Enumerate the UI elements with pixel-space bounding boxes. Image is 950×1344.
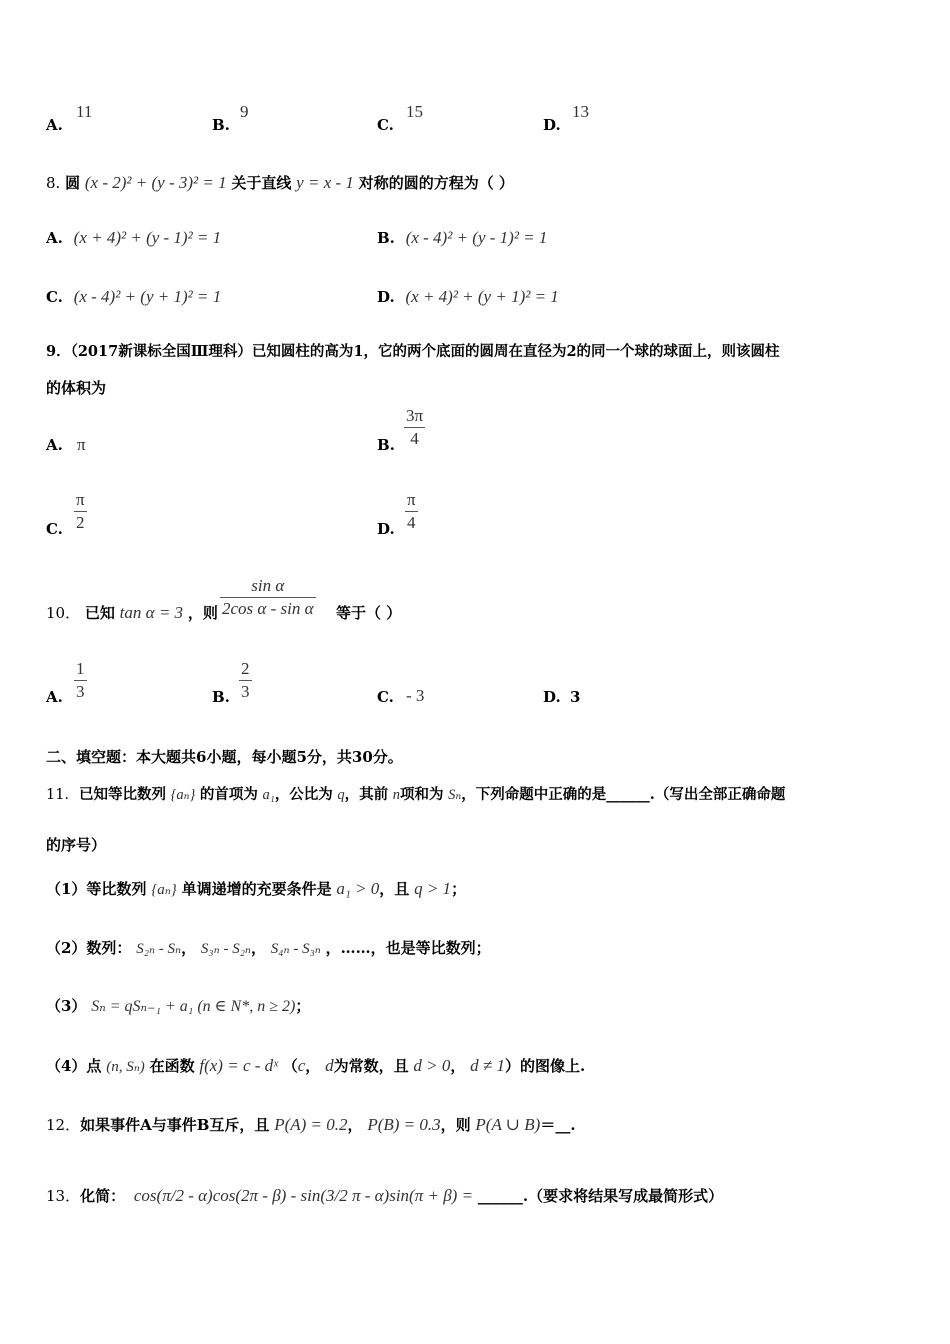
q11-proposition-4 bbox=[46, 1055, 585, 1076]
q8-option-d-value: (x + 4)² + (y + 1)² = 1 bbox=[405, 287, 559, 306]
q10-option-b-numerator: 2 bbox=[241, 659, 250, 678]
q10-option-a-numerator: 1 bbox=[76, 659, 85, 678]
q12-text-1: 如果事件A与事件B互斥，且 bbox=[80, 1116, 270, 1134]
question-13 bbox=[46, 1185, 723, 1206]
q11-text-5: 项和为 bbox=[400, 786, 444, 803]
q9-option-c-fraction bbox=[74, 490, 87, 533]
q11-p2-expr-3: S₄ₙ - S₃ₙ bbox=[270, 941, 321, 957]
q11-sequence: {aₙ} bbox=[170, 787, 196, 803]
q10-option-a-label: A. bbox=[46, 688, 63, 706]
q11-p1-text-2: 单调递增的充要条件是 bbox=[181, 880, 332, 898]
q9-option-a-value: π bbox=[77, 435, 86, 454]
q10-fraction bbox=[220, 576, 316, 619]
q7-option-d-value: 13 bbox=[572, 102, 589, 121]
q9-option-d-denominator: 4 bbox=[405, 511, 418, 533]
q9-option-d-fraction bbox=[405, 490, 418, 533]
question-12 bbox=[46, 1114, 576, 1135]
q8-option-c bbox=[46, 287, 221, 307]
q11-p1-text-3: ，且 bbox=[379, 880, 410, 898]
q11-text-4: ，其前 bbox=[344, 786, 389, 803]
q8-option-b-value: (x - 4)² + (y - 1)² = 1 bbox=[405, 228, 548, 247]
q10-option-d-label: D. bbox=[543, 688, 561, 706]
q8-option-b bbox=[377, 228, 547, 248]
q9-option-c-numerator: π bbox=[76, 490, 85, 509]
q11-p1-condition-1: a₁ > 0 bbox=[336, 879, 380, 898]
q10-stem-left bbox=[46, 602, 218, 623]
q10-text-3: 等于（ ） bbox=[336, 604, 402, 622]
q10-option-b-label: B. bbox=[212, 688, 230, 706]
q10-text-1: 已知 bbox=[84, 604, 115, 622]
q12-prob-b: P(B) = 0.3 bbox=[367, 1115, 441, 1134]
q12-text-2: ， bbox=[347, 1116, 363, 1134]
q11-p4-c: c bbox=[297, 1056, 306, 1075]
q11-p4-point: (n, Sₙ) bbox=[106, 1059, 145, 1075]
q11-p2-expr-2: S₃ₙ - S₂ₙ bbox=[200, 941, 251, 957]
q8-circle-equation: (x - 2)² + (y - 3)² = 1 bbox=[84, 173, 227, 192]
q13-number: 13． bbox=[46, 1187, 81, 1205]
q11-p2-text-1: （2）数列： bbox=[46, 939, 132, 957]
q11-sum: Sₙ bbox=[448, 787, 462, 803]
q11-stem-line-2: 的序号） bbox=[46, 836, 107, 854]
q11-p1-condition-2: q > 1 bbox=[414, 879, 452, 898]
q11-n: n bbox=[392, 787, 401, 803]
q9-option-b-label: B. bbox=[377, 436, 395, 454]
q9-option-d-numerator: π bbox=[407, 490, 416, 509]
q11-p4-text-7: ）的图像上. bbox=[505, 1057, 586, 1075]
q10-number: 10． bbox=[46, 604, 81, 622]
q11-proposition-2: （2）数列： S₂ₙ - Sₙ， S₃ₙ - S₂ₙ， S₄ₙ - S₃ₙ ，……，也是等比数列； bbox=[46, 939, 491, 957]
q11-number: 11． bbox=[46, 787, 79, 803]
q12-prob-union: P(A ∪ B) bbox=[475, 1115, 541, 1134]
q9-option-b-fraction bbox=[404, 406, 425, 449]
q12-prob-a: P(A) = 0.2 bbox=[274, 1115, 348, 1134]
q11-p3-text-2: ； bbox=[295, 997, 311, 1015]
q10-text-2: ，则 bbox=[187, 604, 218, 622]
q8-option-c-value: (x - 4)² + (y + 1)² = 1 bbox=[73, 287, 222, 306]
q10-option-d-value: 3 bbox=[570, 688, 581, 706]
q7-option-c-label: C. bbox=[377, 116, 394, 134]
q11-first-term: a₁ bbox=[262, 787, 275, 803]
q11-p4-text-5: 为常数，且 bbox=[333, 1057, 409, 1075]
q10-option-c-value: - 3 bbox=[406, 686, 425, 705]
q12-text-3: ，则 bbox=[440, 1116, 471, 1134]
q11-p3-expression: Sₙ = qSₙ₋₁ + a₁ (n ∈ N*, n ≥ 2) bbox=[91, 998, 296, 1015]
q11-p2-expr-1: S₂ₙ - Sₙ bbox=[136, 941, 182, 957]
q7-option-c-value: 15 bbox=[406, 102, 423, 121]
q12-number: 12． bbox=[46, 1116, 81, 1134]
q10-option-a-denominator: 3 bbox=[76, 682, 85, 701]
q11-text-1: 已知等比数列 bbox=[78, 786, 166, 803]
q9-option-b-denominator: 4 bbox=[404, 427, 425, 449]
q10-option-a-fraction bbox=[74, 659, 87, 702]
q11-p4-d: d bbox=[325, 1056, 334, 1075]
q8-option-c-label: C. bbox=[46, 288, 63, 306]
q9-stem-line-1: 9．（2017新课标全国Ⅲ理科）已知圆柱的高为1，它的两个底面的圆周在直径为2的同一个球的球面上，则该圆柱 bbox=[46, 343, 780, 360]
q8-number: 8. bbox=[46, 174, 61, 192]
q11-text-6: ，下列命题中正确的是______.（写出全部正确命题 bbox=[461, 786, 786, 803]
q11-p1-text-1: （1）等比数列 bbox=[46, 880, 147, 898]
q10-option-c-label: C. bbox=[377, 688, 394, 706]
q8-option-a-label: A. bbox=[46, 229, 63, 247]
q9-option-c-denominator: 2 bbox=[74, 511, 87, 533]
q13-expression: cos(π/2 - α)cos(2π - β) - sin(3/2 π - α)sin(π + β) = bbox=[133, 1186, 474, 1205]
q8-option-d-label: D. bbox=[377, 288, 395, 306]
q8-text-1: 圆 bbox=[65, 174, 81, 192]
q7-option-b-value: 9 bbox=[240, 102, 249, 121]
q7-option-a-label: A. bbox=[46, 116, 63, 134]
q11-p4-text-1: （4）点 bbox=[46, 1057, 102, 1075]
q9-option-c-label: C. bbox=[46, 520, 63, 538]
q11-proposition-1 bbox=[46, 878, 466, 899]
q8-text-3: 对称的圆的方程为（ ） bbox=[358, 174, 514, 192]
section-2-title: 二、填空题：本大题共6小题，每小题5分，共30分。 bbox=[46, 748, 403, 766]
q7-option-a-value: 11 bbox=[76, 102, 93, 121]
q11-p4-function: f(x) = c - dˣ bbox=[199, 1056, 278, 1075]
q12-text-4: ＝__. bbox=[540, 1116, 576, 1134]
q11-text-2: 的首项为 bbox=[199, 786, 258, 803]
q9-option-a-label: A. bbox=[46, 436, 63, 454]
q8-option-b-label: B. bbox=[377, 229, 395, 247]
q11-p4-text-4: ， bbox=[305, 1057, 321, 1075]
q10-option-b-fraction bbox=[239, 659, 252, 702]
q11-p1-text-4: ； bbox=[451, 880, 467, 898]
q11-p4-condition-1: d > 0 bbox=[413, 1056, 451, 1075]
q10-fraction-denominator: 2cos α - sin α bbox=[222, 599, 314, 618]
q8-option-d bbox=[377, 287, 559, 307]
q11-ratio: q bbox=[337, 787, 345, 803]
q10-fraction-numerator: sin α bbox=[251, 576, 285, 595]
q11-stem-line-1 bbox=[46, 783, 785, 804]
q7-option-d-label: D. bbox=[543, 116, 561, 134]
q10-condition: tan α = 3 bbox=[119, 603, 184, 622]
q11-p1-sequence: {aₙ} bbox=[151, 882, 177, 898]
q9-option-d-label: D. bbox=[377, 520, 395, 538]
q8-option-a-value: (x + 4)² + (y - 1)² = 1 bbox=[73, 228, 222, 247]
q13-text-1: 化简： bbox=[80, 1187, 126, 1205]
q11-p4-text-3: （ bbox=[282, 1057, 298, 1075]
q8-line-equation: y = x - 1 bbox=[296, 173, 354, 192]
q11-proposition-3 bbox=[46, 995, 310, 1016]
q8-text-2: 关于直线 bbox=[231, 174, 292, 192]
q13-text-2: ______.（要求将结果写成最简形式） bbox=[477, 1187, 724, 1205]
q11-p3-text-1: （3） bbox=[46, 997, 87, 1015]
q7-option-b-label: B. bbox=[212, 116, 230, 134]
q11-p4-text-2: 在函数 bbox=[149, 1057, 195, 1075]
q11-text-3: ，公比为 bbox=[274, 786, 333, 803]
q10-option-b-denominator: 3 bbox=[241, 682, 250, 701]
q11-p4-condition-2: d ≠ 1 bbox=[470, 1056, 506, 1075]
question-8-stem bbox=[46, 172, 514, 193]
q9-option-b-numerator: 3π bbox=[406, 406, 424, 425]
q11-p4-text-6: ， bbox=[450, 1057, 466, 1075]
q11-p2-text-2: ，……，也是等比数列； bbox=[325, 939, 491, 957]
q9-stem-line-2: 的体积为 bbox=[46, 379, 107, 397]
q8-option-a bbox=[46, 228, 221, 248]
